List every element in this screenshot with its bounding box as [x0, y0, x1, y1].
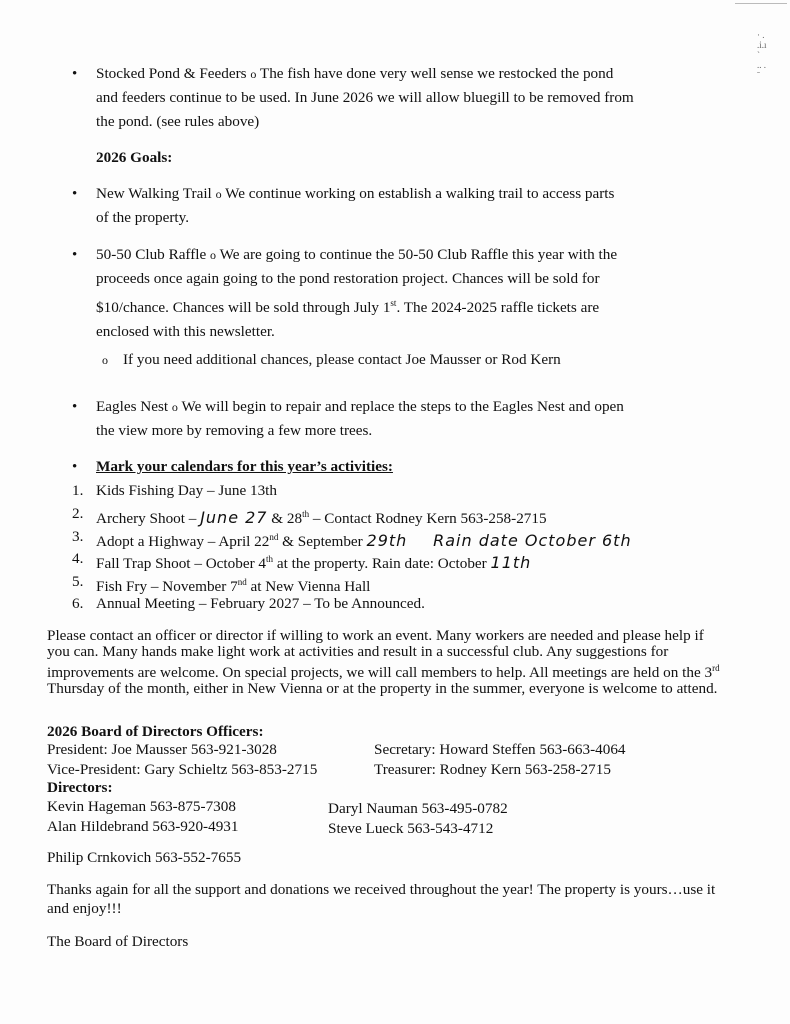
activity-text: at New Vienna Hall [246, 578, 371, 596]
bullet-raffle [96, 243, 656, 344]
circle-icon: o [171, 400, 178, 414]
list-number: 6. [72, 595, 84, 612]
bullet-icon: • [72, 399, 78, 415]
bullet-text: enclosed with this newsletter. [96, 323, 275, 341]
goals-heading: 2026 Goals: [96, 149, 173, 166]
superscript: th [302, 509, 310, 519]
paragraph-line: you can. Many hands make light work at activities and result in a successful club. Any suggestions for [47, 643, 669, 660]
officer-treasurer: Treasurer: Rodney Kern 563-258-2715 [374, 761, 611, 778]
superscript: th [266, 554, 274, 564]
activity-text: – Contact Rodney Kern 563-258-2715 [309, 510, 547, 528]
bullet-title: New Walking Trail [96, 185, 212, 202]
bullet-eagles-nest [96, 395, 656, 443]
bullet-text: We will begin to repair and replace the steps to the Eagles Nest and open [181, 398, 624, 415]
list-number: 4. [72, 550, 84, 567]
handwritten-annotation: June 27 [200, 508, 268, 528]
bullet-icon: • [72, 186, 78, 202]
director: Daryl Nauman 563-495-0782 [328, 800, 508, 817]
director: Alan Hildebrand 563-920-4931 [47, 818, 239, 835]
bullet-text: the view more by removing a few more trees. [96, 422, 373, 439]
paragraph-line: and enjoy!!! [47, 900, 122, 917]
handwritten-annotation: 11th [490, 553, 532, 573]
activity-text: Adopt a Highway – April 22 [96, 533, 270, 551]
bullet-walking-trail [96, 182, 656, 230]
bullet-text: $10/chance. Chances will be sold through July 1 [96, 299, 391, 317]
director: Steve Lueck 563-543-4712 [328, 820, 494, 837]
superscript: rd [712, 663, 720, 673]
paragraph-line: Thursday of the month, either in New Vienna or at the property in the summer, everyone is welcome to attend. [47, 680, 718, 698]
bullet-text: We are going to continue the 50-50 Club Raffle this year with the [219, 246, 618, 263]
bullet-icon: • [72, 247, 78, 263]
circle-icon: o [215, 187, 222, 201]
officer-secretary: Secretary: Howard Steffen 563-663-4064 [374, 741, 626, 758]
bullet-title: Eagles Nest [96, 398, 169, 415]
board-heading: 2026 Board of Directors Officers: [47, 723, 264, 740]
signoff: The Board of Directors [47, 933, 189, 950]
list-number: 1. [72, 482, 84, 499]
bullet-text: of the property. [96, 209, 190, 226]
list-number: 2. [72, 505, 84, 522]
list-number: 3. [72, 528, 84, 545]
superscript: nd [269, 532, 279, 542]
bullet-title: 50-50 Club Raffle [96, 246, 207, 263]
bullet-text: The fish have done very well sense we restocked the pond [259, 65, 614, 82]
circle-icon: o [250, 67, 257, 81]
bullet-stocked-pond [96, 62, 656, 134]
sub-bullet-circle-icon: o [102, 353, 108, 367]
superscript: nd [237, 577, 247, 587]
officer-vice-president: Vice-President: Gary Schieltz 563-853-2715 [47, 761, 318, 778]
activity-item: Kids Fishing Day – June 13th [96, 482, 277, 499]
superscript: st [390, 298, 397, 308]
handwritten-annotation: 29th [366, 531, 408, 551]
sub-bullet-raffle-contact: If you need additional chances, please contact Joe Mausser or Rod Kern [123, 351, 561, 368]
activity-text: & September [278, 533, 367, 551]
handwritten-annotation: Rain date October 6th [433, 531, 632, 551]
scan-artifact: · . .i.ı ˋ .. . ˉ [757, 30, 767, 80]
director: Philip Crnkovich 563-552-7655 [47, 849, 242, 866]
director: Kevin Hageman 563-875-7308 [47, 798, 236, 815]
bullet-text: the pond. (see rules above) [96, 113, 260, 130]
activity-item: Annual Meeting – February 2027 – To be Announced. [96, 595, 425, 612]
bullet-text: proceeds once again going to the pond restoration project. Chances will be sold for [96, 270, 600, 287]
activity-text: Fall Trap Shoot – October 4 [96, 555, 267, 573]
bullet-icon: • [72, 459, 78, 475]
bullet-text: . The 2024-2025 raffle tickets are [396, 299, 600, 317]
activity-text: at the property. Rain date: October [273, 555, 487, 573]
paragraph-line: improvements are welcome. On special projects, we will call members to help. All meetings are held on the 3 [47, 664, 713, 682]
bullet-text: We continue working on establish a walking trail to access parts [225, 185, 615, 202]
thanks-paragraph [47, 880, 752, 918]
activity-text: Fish Fry – November 7 [96, 578, 238, 596]
activity-text: Archery Shoot – [96, 510, 197, 528]
activity-text: & 28 [267, 510, 303, 528]
bullet-icon: • [72, 66, 78, 82]
calendar-heading: Mark your calendars for this year’s activities: [96, 458, 393, 475]
paragraph-line: Thanks again for all the support and donations we received throughout the year! The property is yours…use it [47, 881, 716, 898]
circle-icon: o [210, 248, 217, 262]
list-number: 5. [72, 573, 84, 590]
bullet-text: and feeders continue to be used. In June 2026 we will allow bluegill to be removed from [96, 89, 634, 106]
directors-heading: Directors: [47, 779, 113, 796]
bullet-title: Stocked Pond & Feeders [96, 65, 247, 82]
officer-president: President: Joe Mausser 563-921-3028 [47, 741, 277, 758]
scan-artifact [735, 3, 787, 4]
paragraph-line: Please contact an officer or director if willing to work an event. Many workers are needed and please help if [47, 627, 704, 644]
volunteer-paragraph [47, 628, 752, 697]
